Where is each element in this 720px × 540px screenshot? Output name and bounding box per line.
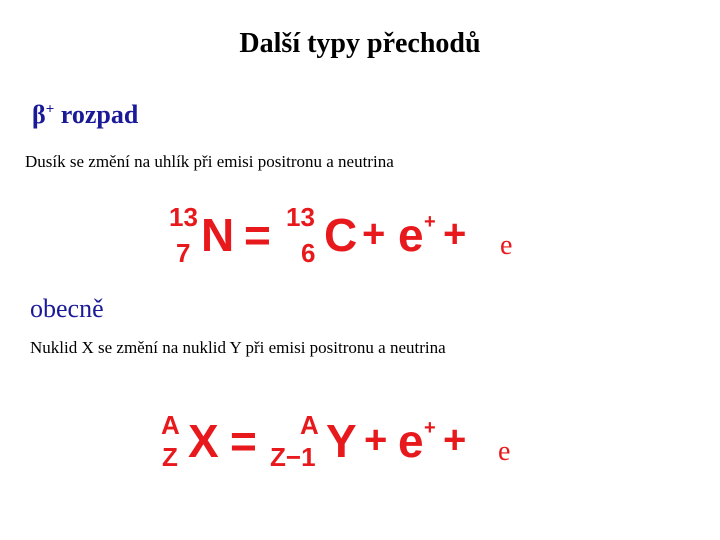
- x-atomic-number: Z: [162, 442, 178, 472]
- y-atomic-number: Z−1: [270, 442, 316, 472]
- plus-sign-1: +: [362, 212, 386, 256]
- beta-plus-superscript: +: [45, 101, 55, 118]
- general-heading: obecně: [30, 294, 104, 323]
- positron-charge-2: +: [424, 417, 436, 439]
- plus-sign-3: +: [364, 418, 388, 462]
- plus-sign-2: +: [443, 212, 467, 256]
- c-symbol: C: [324, 209, 358, 261]
- c-atomic-number: 6: [301, 238, 316, 268]
- plus-sign-4: +: [443, 418, 467, 462]
- nitrogen-description: Dusík se změní na uhlík při emisi positronu a neutrina: [25, 152, 394, 171]
- y-mass-number: A: [300, 410, 319, 440]
- n-symbol: N: [201, 209, 235, 261]
- n-mass-number: 13: [169, 202, 198, 232]
- x-mass-number: A: [161, 410, 180, 440]
- equals-sign-1: =: [244, 209, 271, 261]
- positron-charge: +: [424, 211, 436, 233]
- c-mass-number: 13: [286, 202, 315, 232]
- positron-symbol: e: [398, 209, 424, 261]
- page-title: Další typy přechodů: [239, 28, 481, 59]
- beta-heading-text: rozpad: [54, 100, 139, 129]
- equals-sign-2: =: [230, 415, 257, 467]
- nuclide-description: Nuklid X se změní na nuklid Y při emisi positronu a neutrina: [30, 338, 446, 357]
- x-symbol: X: [188, 415, 219, 467]
- neutrino-subscript-2: e: [498, 436, 511, 467]
- positron-symbol-2: e: [398, 415, 424, 467]
- n-atomic-number: 7: [176, 238, 191, 268]
- beta-symbol: β: [32, 100, 46, 129]
- neutrino-subscript: e: [500, 230, 513, 261]
- y-symbol: Y: [326, 415, 357, 467]
